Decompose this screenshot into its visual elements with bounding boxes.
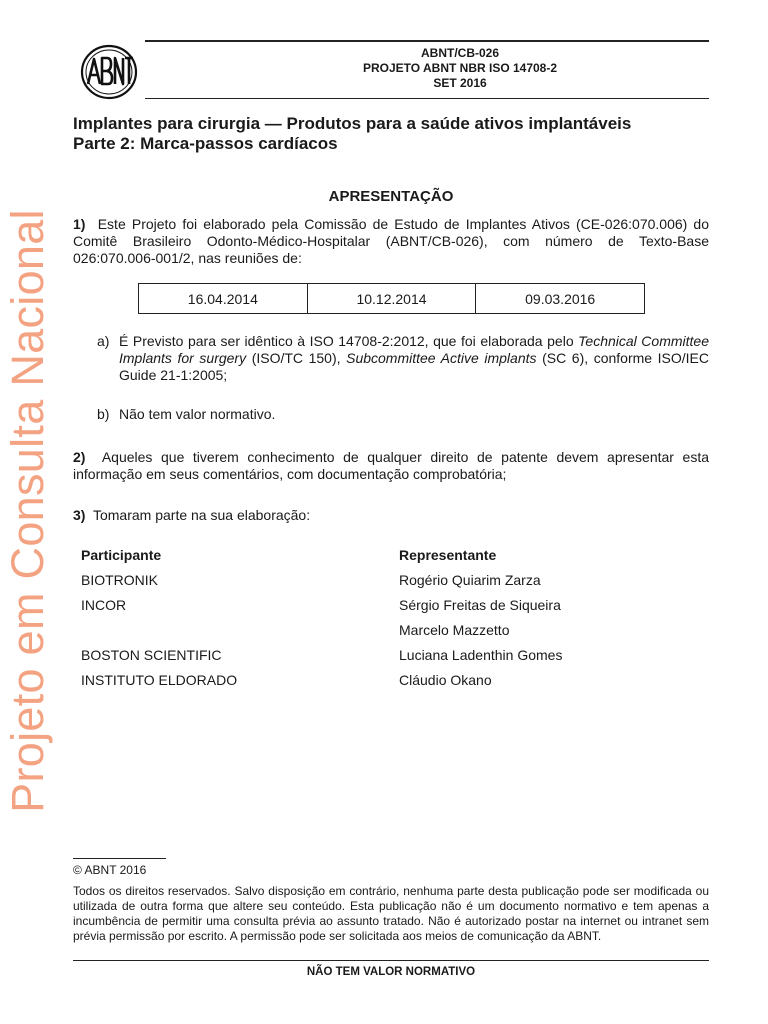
paragraph-3-number: 3) — [73, 507, 86, 523]
participant-header: Participante — [81, 547, 162, 563]
watermark — [3, 205, 53, 817]
list-item-a — [97, 333, 709, 384]
list-item-a-text — [119, 333, 709, 384]
paragraph-2-number: 2) — [73, 449, 86, 465]
watermark-text: Projeto em Consulta Nacional — [2, 209, 53, 813]
representative-name: Sérgio Freitas de Siqueira — [399, 597, 561, 613]
paragraph-1-number: 1) — [73, 216, 86, 232]
representative-header: Representante — [399, 547, 497, 563]
representative-name: Luciana Ladenthin Gomes — [399, 647, 563, 663]
paragraph-3 — [73, 507, 709, 524]
document-date: SET 2016 — [433, 76, 487, 90]
title-line-2: Parte 2: Marca-passos cardíacos — [73, 134, 338, 153]
paragraph-3-text: Tomaram parte na sua elaboração: — [92, 507, 311, 523]
participant-name: INCOR — [81, 597, 127, 613]
document-title — [73, 114, 713, 154]
footer-rule — [73, 960, 709, 961]
item-a-text-1: É Previsto para ser idêntico à ISO 14708-2:2012, que foi elaborada pelo — [119, 333, 579, 349]
paragraph-1 — [73, 216, 709, 267]
paragraph-2-text: Aqueles que tiverem conhecimento de qualquer direito de patente devem apresentar esta informação em seus comentários, com documentação comprobatória; — [73, 449, 709, 482]
paragraph-2 — [73, 449, 709, 483]
item-a-committee: Technical Committee Implants for surgery — [119, 333, 709, 366]
header-top-rule — [145, 40, 709, 42]
representative-column — [399, 547, 562, 689]
project-number: PROJETO ABNT NBR ISO 14708-2 — [362, 61, 558, 75]
committee-code: ABNT/CB-026 — [420, 46, 499, 60]
footer-label: NÃO TEM VALOR NORMATIVO — [306, 966, 476, 978]
participant-name: BOSTON SCIENTIFIC — [81, 647, 222, 663]
meeting-date: 09.03.2016 — [525, 290, 596, 307]
meeting-date: 10.12.2014 — [308, 284, 477, 313]
participant-name: INSTITUTO ELDORADO — [81, 672, 238, 688]
copyright: © ABNT 2016 — [73, 863, 147, 877]
representative-name: Rogério Quiarim Zarza — [399, 572, 541, 588]
participant-name — [81, 622, 237, 639]
section-title: APRESENTAÇÃO — [328, 188, 454, 205]
item-a-text-3: (SC 6), conforme ISO/IEC Guide 21-1:2005; — [119, 350, 709, 383]
item-a-subcommittee: Subcommittee Active implants — [346, 350, 537, 366]
paragraph-1-text: Este Projeto foi elaborado pela Comissão de Estudo de Implantes Ativos (CE-026:070.006) do Comitê Brasileiro Odonto-Médico-Hospitalar (ABNT/CB-026), com número de Texto-Base 026:070.006-001/2, nas reuniões de: — [73, 216, 710, 266]
list-item-b — [97, 406, 709, 423]
item-a-text-2: (ISO/TC 150), — [246, 350, 347, 366]
representative-name: Cláudio Okano — [399, 672, 492, 688]
document-header — [250, 46, 670, 91]
list-item-a-marker: a) — [97, 333, 110, 349]
list-item-b-marker: b) — [97, 406, 110, 422]
list-item-b-text: Não tem valor normativo. — [119, 406, 276, 422]
title-line-1: Implantes para cirurgia — Produtos para a saúde ativos implantáveis — [73, 114, 632, 133]
header-bottom-rule — [145, 98, 709, 99]
rights-notice: Todos os direitos reservados. Salvo disposição em contrário, nenhuma parte desta publicação pode ser modificada ou utilizada de outra forma que altere seu conteúdo. Esta publicação não é um documento normativo e tem apenas a incumbência de permitir uma consulta prévia ao assunto tratado. Não é autorizado postar na internet ou intranet sem prévia permissão por escrito. A permissão pode ser solicitada aos meios de comunicação da ABNT. — [73, 884, 709, 943]
meeting-dates-table — [138, 283, 645, 314]
meeting-date: 16.04.2014 — [139, 284, 308, 313]
representative-name: Marcelo Mazzetto — [399, 622, 510, 638]
participant-column — [81, 547, 237, 689]
abnt-logo — [79, 44, 139, 100]
copyright-rule — [73, 858, 166, 859]
participant-name: BIOTRONIK — [81, 572, 159, 588]
